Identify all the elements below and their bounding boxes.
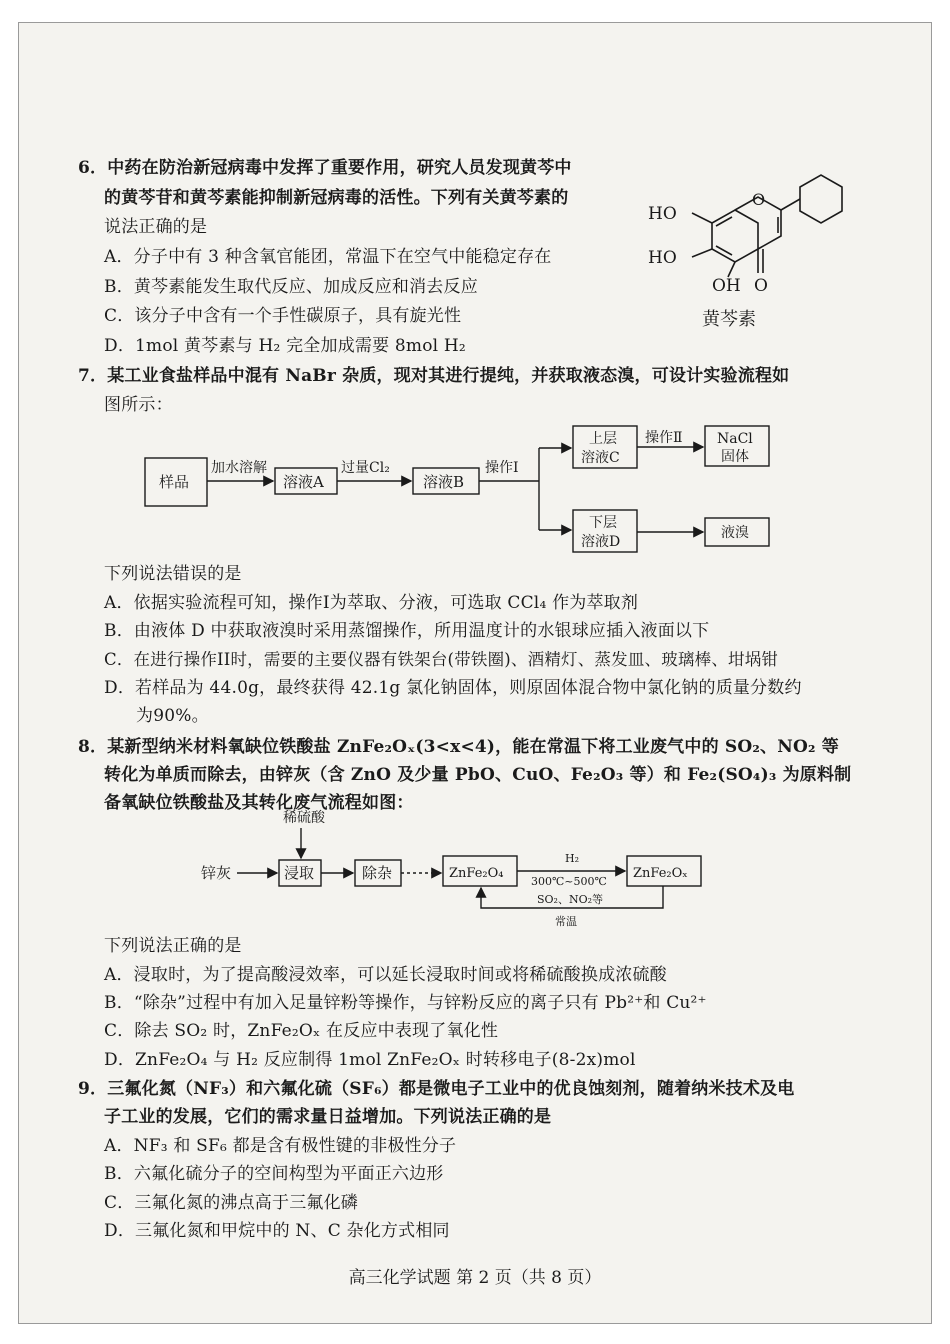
q9-option-d: D．三氟化氮和甲烷中的 N、C 杂化方式相同 (104, 1221, 450, 1241)
flow-zinc-ash: 锌灰 (201, 864, 232, 882)
baicalein-structure (640, 165, 850, 335)
q8-question: 下列说法正确的是 (104, 936, 242, 956)
flow-temperature: 300℃~500℃ (531, 875, 607, 888)
flow-znfe2ox: ZnFe₂Oₓ (633, 866, 688, 881)
flow-arrow-dissolve: 加水溶解 (211, 460, 267, 476)
flow-operation-1: 操作I (485, 460, 519, 476)
flow-upper-label: 上层 (589, 431, 617, 447)
q6-stem-line2: 的黄芩苷和黄芩素能抑制新冠病毒的活性。下列有关黄芩素的 (104, 188, 569, 208)
q8-stem-line3: 备氧缺位铁酸盐及其转化废气流程如图： (104, 793, 414, 813)
hydroxyl-label-1: HO (648, 204, 677, 224)
q7-flowchart (135, 420, 795, 560)
structure-name: 黄芩素 (702, 309, 756, 330)
ring-oxygen-label: O (752, 190, 766, 209)
flow-znfe2o4: ZnFe₂O₄ (449, 866, 504, 881)
q7-question: 下列说法错误的是 (104, 564, 242, 584)
flow-solution-a: 溶液A (283, 473, 324, 491)
q8-stem-line2: 转化为单质而除去，由锌灰（含 ZnO 及少量 PbO、CuO、Fe₂O₃ 等）和 Fe₂(SO₄)₃ 为原料制 (104, 765, 852, 785)
flow-solution-c: 溶液C (581, 450, 620, 466)
q7-option-d-line1: D．若样品为 44.0g，最终获得 42.1g 氯化钠固体，则原固体混合物中氯化钠的质量分数约 (104, 678, 802, 698)
q8-option-c: C．除去 SO₂ 时，ZnFe₂Oₓ 在反应中表现了氧化性 (104, 1021, 499, 1041)
q8-option-a: A．浸取时，为了提高酸浸效率，可以延长浸取时间或将稀硫酸换成浓硫酸 (104, 965, 667, 985)
q6-option-d: D．1mol 黄芩素与 H₂ 完全加成需要 8mol H₂ (104, 336, 466, 356)
flow-waste-gases: SO₂、NO₂等 (537, 893, 604, 906)
flow-nacl-solid: 固体 (721, 449, 749, 465)
flow-operation-2: 操作Ⅱ (645, 430, 683, 446)
flow-liquid-bromine: 液溴 (721, 525, 749, 541)
q9-option-b: B．六氟化硫分子的空间构型为平面正六边形 (104, 1164, 444, 1184)
flow-solution-d: 溶液D (581, 534, 621, 550)
flow-purify: 除杂 (362, 864, 393, 882)
q8-flowchart (195, 808, 715, 930)
q8-option-b: B．“除杂”过程中有加入足量锌粉等操作，与锌粉反应的离子只有 Pb²⁺和 Cu²⁺ (104, 993, 707, 1013)
flow-leaching: 浸取 (284, 864, 315, 882)
q7-stem-line2: 图所示： (104, 395, 173, 415)
flow-room-temp: 常温 (555, 915, 577, 928)
q9-stem-line1: 9．三氟化氮（NF₃）和六氟化硫（SF₆）都是微电子工业中的优良蚀刻剂，随着纳米技术及电 (78, 1079, 795, 1099)
q9-option-c: C．三氟化氮的沸点高于三氟化磷 (104, 1193, 359, 1213)
q7-option-c: C．在进行操作II时，需要的主要仪器有铁架台(带铁圈)、酒精灯、蒸发皿、玻璃棒、坩埚钳 (104, 650, 779, 669)
q7-option-a: A．依据实验流程可知，操作I为萃取、分液，可选取 CCl₄ 作为萃取剂 (104, 593, 639, 613)
hydroxyl-label-3: OH (712, 276, 741, 296)
flow-hydrogen: H₂ (565, 852, 580, 865)
q6-option-c: C．该分子中含有一个手性碳原子，具有旋光性 (104, 306, 462, 326)
q6-stem-line3: 说法正确的是 (104, 217, 208, 237)
q6-option-b: B．黄芩素能发生取代反应、加成反应和消去反应 (104, 277, 478, 297)
q7-option-d-line2: 为90%。 (136, 706, 209, 726)
flow-solution-b: 溶液B (423, 473, 465, 491)
ketone-oxygen-label: O (754, 276, 768, 296)
q7-option-b: B．由液体 D 中获取液溴时采用蒸馏操作，所用温度计的水银球应插入液面以下 (104, 621, 710, 641)
q6-stem-line1: 6．中药在防治新冠病毒中发挥了重要作用，研究人员发现黄芩中 (78, 158, 572, 178)
q6-option-a: A．分子中有 3 种含氧官能团，常温下在空气中能稳定存在 (104, 247, 552, 267)
q9-stem-line2: 子工业的发展，它们的需求量日益增加。下列说法正确的是 (104, 1107, 552, 1127)
hydroxyl-label-2: HO (648, 248, 677, 268)
flow-lower-label: 下层 (589, 515, 617, 531)
q9-option-a: A．NF₃ 和 SF₆ 都是含有极性键的非极性分子 (104, 1136, 457, 1156)
flow-nacl: NaCl (717, 431, 753, 447)
page-footer: 高三化学试题 第 2 页（共 8 页） (348, 1268, 602, 1288)
q8-option-d: D．ZnFe₂O₄ 与 H₂ 反应制得 1mol ZnFe₂Oₓ 时转移电子(8-2x)mol (104, 1050, 636, 1070)
flow-arrow-chlorine: 过量Cl₂ (341, 460, 390, 476)
q7-stem-line1: 7．某工业食盐样品中混有 NaBr 杂质，现对其进行提纯，并获取液态溴，可设计实验流程如 (78, 366, 790, 386)
q8-stem-line1: 8．某新型纳米材料氧缺位铁酸盐 ZnFe₂Oₓ(3<x<4)，能在常温下将工业废气中的 SO₂、NO₂ 等 (78, 737, 839, 757)
flow-sample: 样品 (159, 473, 190, 491)
flow-dilute-acid: 稀硫酸 (283, 810, 325, 826)
